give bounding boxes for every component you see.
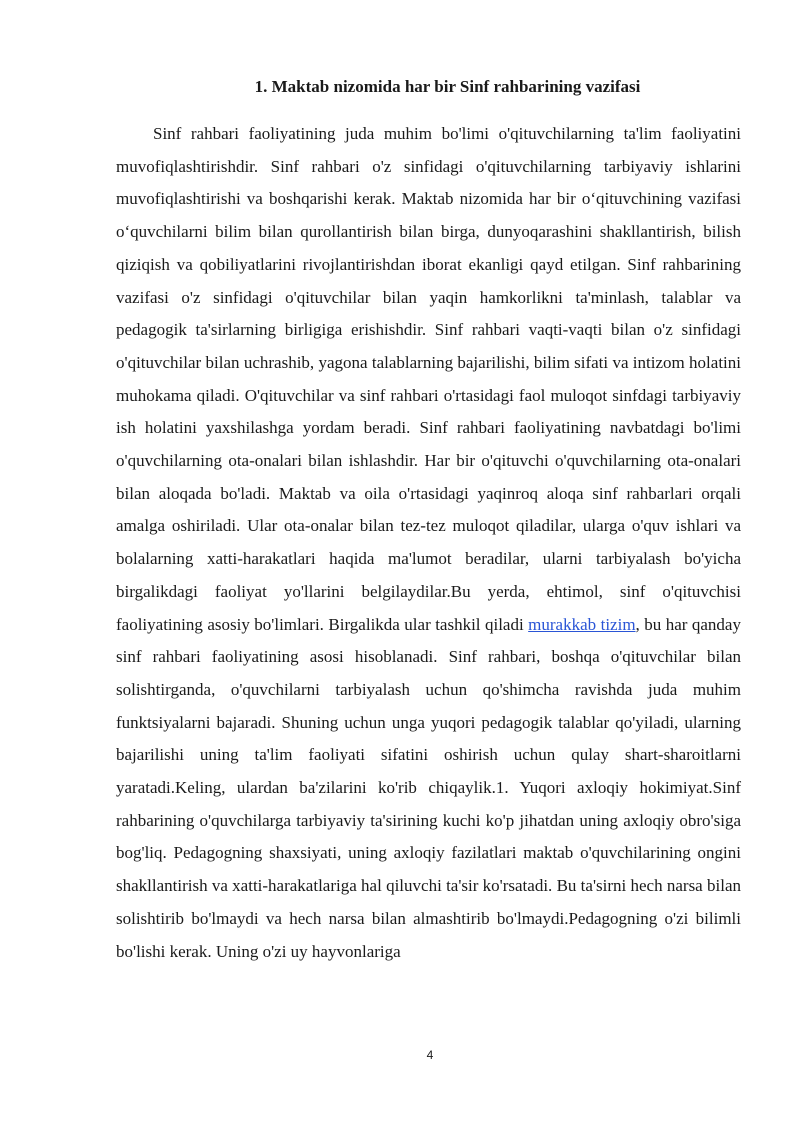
paragraph-text-part1: Sinf rahbari faoliyatining juda muhim bo'limi o'qituvchilarning ta'lim faoliyatini muvofiqlashtirishdir. Sinf rahbari o'z sinfidagi o'qituvchilarning tarbiyaviy ishlarini muvofiqlashtirishi va boshqarishi kerak. Maktab nizomida har bir o‘qituvchining vazifasi o‘quvchilarni bilim bilan qurollantirish bilan birga, dunyoqarashini shakllantirish, bilish qiziqish va qobiliyatlarini rivojlantirishdan iborat ekanligi qayd etilgan. Sinf rahbarining vazifasi o'z sinfidagi o'qituvchilar bilan yaqin hamkorlikni ta'minlash, talablar va pedagogik ta'sirlarning birligiga erishishdir. Sinf rahbari vaqti-vaqti bilan o'z sinfidagi o'qituvchilar bilan uchrashib, yagona talablarning bajarilishi, bilim sifati va intizom holatini muhokama qiladi. O'qituvchilar va sinf rahbari o'rtasidagi faol muloqot sinfdagi tarbiyaviy ish holatini yaxshilashga yordam beradi. Sinf rahbari faoliyatining navbatdagi bo'limi o'quvchilarning ota-onalari bilan ishlashdir. Har bir o'qituvchi o'quvchilarning ota-onalari bilan aloqada bo'ladi. Maktab va oila o'rtasidagi yaqinroq aloqa sinf rahbarlari orqali amalga oshiriladi. Ular ota-onalar bilan tez-tez muloqot qiladilar, ularga o'quv ishlari va bolalarning xatti-harakatlari haqida ma'lumot beradilar, ularni tarbiyalash bo'yicha birgalikdagi faoliyat yo'llarini belgilaydilar.Bu yerda, ehtimol, sinf o'qituvchisi faoliyatining asosiy bo'limlari. Birgalikda ular tashkil qiladi (116, 124, 741, 634)
paragraph-text-part2: , bu har qanday sinf rahbari faoliyatining asosi hisoblanadi. Sinf rahbari, boshqa o'qituvchilar bilan solishtirganda, o'quvchilarni tarbiyalash uchun qo'shimcha ravishda juda muhim funktsiyalarni bajaradi. Shuning uchun unga yuqori pedagogik talablar qo'yiladi, ularning bajarilishi uning ta'lim faoliyati sifatini oshirish uchun qulay shart-sharoitlarni yaratadi.Keling, ulardan ba'zilarini ko'rib chiqaylik.1. Yuqori axloqiy hokimiyat.Sinf rahbarining o'quvchilarga tarbiyaviy ta'sirining kuchi ko'p jihatdan uning axloqiy obro'siga bog'liq. Pedagogning shaxsiyati, uning axloqiy fazilatlari maktab o'quvchilarining ongini shakllantirish va xatti-harakatlariga hal qiluvchi ta'sir ko'rsatadi. Bu ta'sirni hech narsa bilan solishtirib bo'lmaydi va hech narsa bilan almashtirib bo'lmaydi.Pedagogning o'zi bilimli bo'lishi kerak. Uning o'zi uy hayvonlariga (116, 614, 741, 961)
body-paragraph (116, 118, 741, 968)
page-number: 4 (426, 1048, 434, 1062)
murakkab-tizim-link[interactable]: murakkab tizim (528, 614, 636, 634)
section-heading: 1. Maktab nizomida har bir Sinf rahbarining vazifasi (254, 77, 641, 96)
